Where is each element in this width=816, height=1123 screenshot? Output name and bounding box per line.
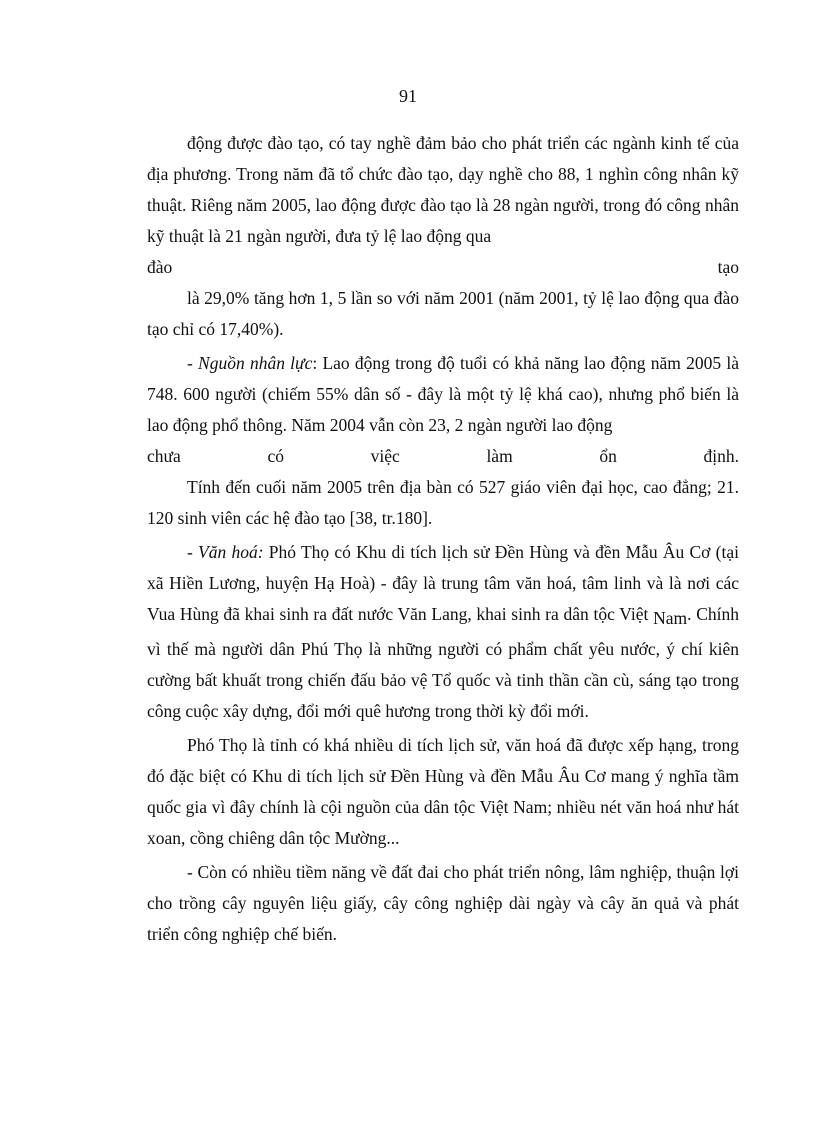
paragraph-training-rate: là 29,0% tăng hơn 1, 5 lần so với năm 2001 (năm 2001, tỷ lệ lao động qua đào tạo chỉ có 17,40%). xyxy=(147,288,739,339)
tail-word-right: tạo xyxy=(717,257,739,277)
paragraph-training xyxy=(147,128,739,252)
paragraph-culture-text-b: . Chính vì thế mà người dân Phú Thọ là những người có phẩm chất yêu nước, ý chí kiên cường bất khuất trong chiến đấu bảo vệ Tổ quốc và tinh thần cần cù, sáng tạo trong công cuộc xây dựng, đổi mới quê hương trong thời kỳ đổi mới. xyxy=(147,604,739,721)
tail-word-left: đào xyxy=(147,257,173,277)
paragraph-culture-sub: Nam xyxy=(653,608,688,628)
page-body xyxy=(147,128,739,950)
paragraph-education: Tính đến cuối năm 2005 trên địa bàn có 527 giáo viên đại học, cao đẳng; 21. 120 sinh viên các hệ đào tạo [38, tr.180]. xyxy=(147,477,739,528)
paragraph-human-resources-tail xyxy=(147,441,739,472)
paragraph-culture xyxy=(147,537,739,727)
paragraph-land-potential: - Còn có nhiều tiềm năng về đất đai cho phát triển nông, lâm nghiệp, thuận lợi cho trồng cây nguyên liệu giấy, cây công nghiệp dài ngày và cây ăn quả và phát triển công nghiệp chế biến. xyxy=(147,862,739,944)
paragraph-training-text: động được đào tạo, có tay nghề đảm bảo cho phát triển các ngành kinh tế của địa phương. Trong năm đã tổ chức đào tạo, dạy nghề cho 88, 1 nghìn công nhân kỹ thuật. Riêng năm 2005, lao động được đào tạo là 28 ngàn người, trong đó công nhân kỹ thuật là 21 ngàn người, đưa tỷ lệ lao động qua xyxy=(147,133,739,246)
tail-word: chưa xyxy=(147,446,181,466)
paragraph-culture-text-a: Phó Thọ có Khu di tích lịch sử Đền Hùng và đền Mẫu Âu Cơ (tại xã Hiền Lương, huyện Hạ Hoà) - đây là trung tâm văn hoá, tâm linh và là nơi các Vua Hùng đã khai sinh ra đất nước Văn Lang, khai sinh ra dân tộc Việt xyxy=(147,542,739,624)
paragraph-human-resources xyxy=(147,348,739,441)
paragraph-heritage: Phó Thọ là tỉnh có khá nhiều di tích lịch sử, văn hoá đã được xếp hạng, trong đó đặc biệt có Khu di tích lịch sử Đền Hùng và đền Mẫu Âu Cơ mang ý nghĩa tầm quốc gia vì đây chính là cội nguồn của dân tộc Việt Nam; nhiều nét văn hoá như hát xoan, cồng chiêng dân tộc Mường... xyxy=(147,735,739,848)
tail-word: ổn xyxy=(599,446,617,466)
tail-word: có xyxy=(267,446,284,466)
page-number: 91 xyxy=(399,86,417,106)
tail-word: làm xyxy=(486,446,513,466)
paragraph-human-resources-text: : Lao động trong độ tuổi có khả năng lao động năm 2005 là 748. 600 người (chiếm 55% dân số - đây là một tỷ lệ khá cao), nhưng phổ biến là lao động phổ thông. Năm 2004 vẫn còn 23, 2 ngàn người lao động xyxy=(147,353,739,435)
tail-word: định. xyxy=(703,446,739,466)
label-human-resources: - Nguồn nhân lực xyxy=(187,353,313,373)
label-culture: - Văn hoá: xyxy=(187,542,264,562)
paragraph-training-tail xyxy=(147,252,739,283)
tail-word: việc xyxy=(370,446,400,466)
